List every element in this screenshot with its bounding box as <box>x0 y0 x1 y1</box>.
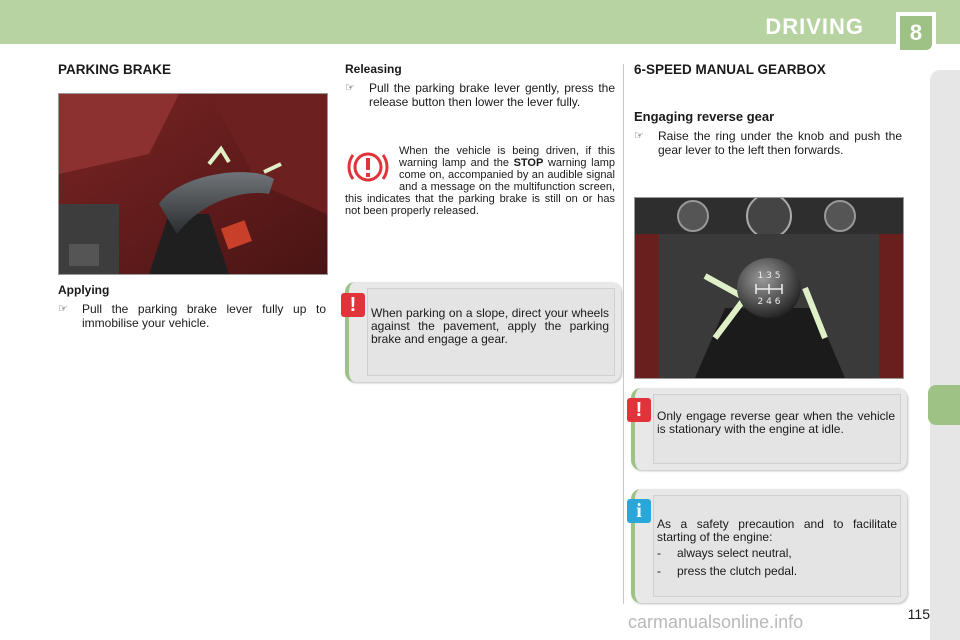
gearbox-photo <box>634 197 904 379</box>
reverse-note-text: Only engage reverse gear when the vehicle is stationary with the engine at idle. <box>657 409 895 436</box>
warning-icon: ! <box>341 293 365 317</box>
applying-bullet <box>58 302 326 330</box>
info-note-item-2: - press the clutch pedal. <box>657 564 798 578</box>
applying-text: Pull the parking brake lever fully up to immobilise your vehicle. <box>82 302 326 330</box>
side-index-bar <box>930 70 960 640</box>
reverse-text: Raise the ring under the knob and push the gear lever to the left then forwards. <box>658 129 902 157</box>
reverse-heading: Engaging reverse gear <box>634 109 775 124</box>
parking-brake-title: PARKING BRAKE <box>58 62 172 77</box>
bullet-icon: ☞ <box>634 130 644 142</box>
reverse-bullet <box>634 129 902 157</box>
slope-note-text: When parking on a slope, direct your wheels against the pavement, apply the parking brake and engage a gear. <box>371 306 609 346</box>
bullet-icon: ☞ <box>345 82 355 94</box>
applying-heading: Applying <box>58 283 110 297</box>
column-divider <box>623 64 624 604</box>
releasing-bullet <box>345 81 615 109</box>
info-note-intro: As a safety precaution and to facilitate starting of the engine: <box>657 517 897 544</box>
warning-lamp-paragraph: When the vehicle is being driven, if this warning lamp and the STOP warning lamp come on, accompanied by an audible signal and a message on the multifunction screen, this indicates that the parking brake is still on or has not been properly released. <box>345 145 615 217</box>
gear-knob-bottom-label: 2 4 6 <box>757 297 781 307</box>
releasing-text: Pull the parking brake lever gently, press the release button then lower the lever fully. <box>369 81 615 109</box>
releasing-heading: Releasing <box>345 62 402 76</box>
side-index-tab-active[interactable] <box>928 385 960 425</box>
watermark: carmanualsonline.info <box>628 612 804 632</box>
chapter-number: 8 <box>900 16 932 50</box>
gearbox-title: 6-SPEED MANUAL GEARBOX <box>634 62 826 77</box>
info-note-item-1: - always select neutral, <box>657 546 792 560</box>
gear-knob-top-label: 1 3 5 <box>757 271 781 281</box>
parking-brake-photo <box>58 93 328 275</box>
bullet-icon: ☞ <box>58 303 68 315</box>
info-icon: i <box>627 499 651 523</box>
page-number: 115 <box>907 606 930 622</box>
warning-icon: ! <box>627 398 651 422</box>
chapter-title: DRIVING <box>765 14 864 39</box>
